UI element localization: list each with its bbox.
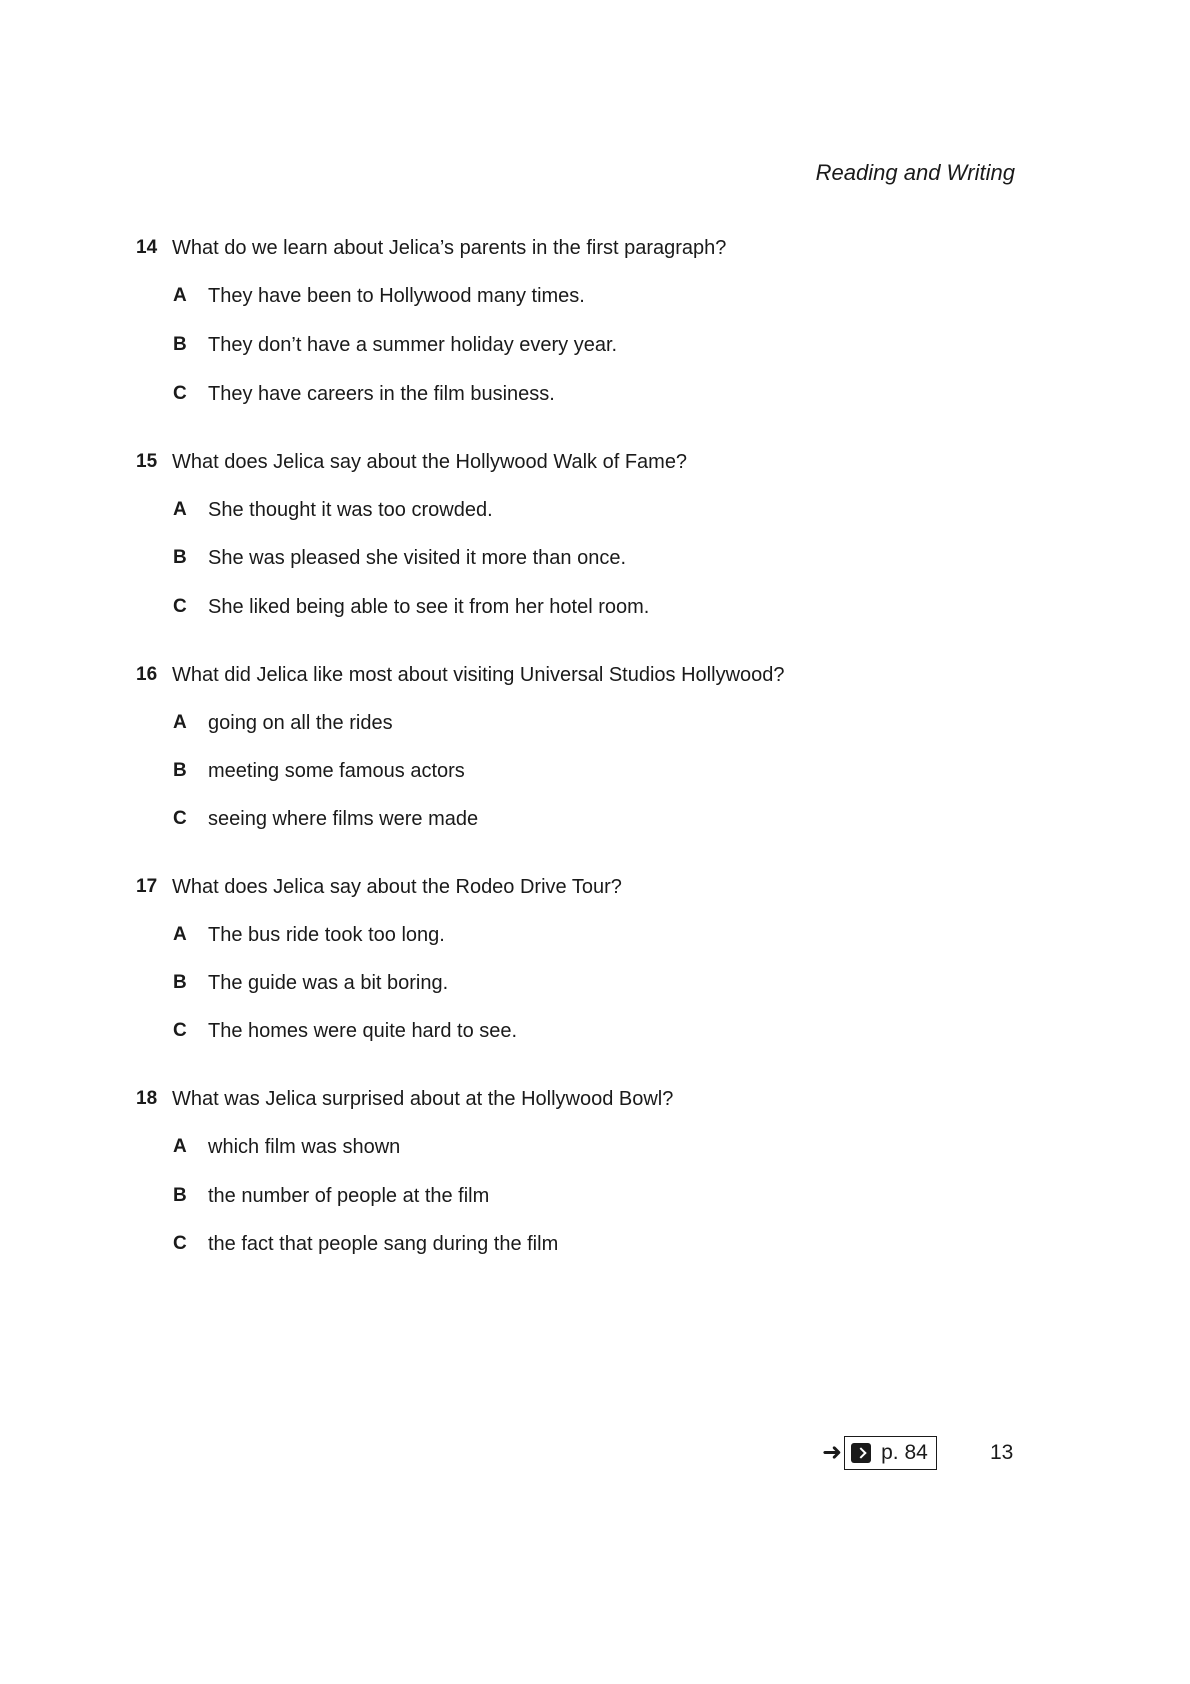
option-text: They have been to Hollywood many times. [208,285,585,307]
question-number: 14 [136,237,158,258]
option-letter: C [173,1020,187,1041]
page-number: 13 [990,1441,1014,1464]
option-text: They have careers in the film business. [208,383,555,405]
book-icon [851,1443,871,1463]
question-number: 15 [136,451,158,472]
option-text: The guide was a bit boring. [208,972,449,994]
section-title: Reading and Writing [815,160,1015,185]
option-text: meeting some famous actors [208,760,465,782]
option-text: the fact that people sang during the film [208,1233,559,1255]
right-arrow-icon: ➜ [822,1439,843,1466]
question-number: 17 [136,876,158,897]
option-text: going on all the rides [208,712,393,734]
option-letter: B [173,1185,187,1206]
option-letter: A [173,712,187,733]
option-letter: B [173,547,187,568]
question-text: What does Jelica say about the Rodeo Drive Tour? [172,876,622,898]
option-text: She thought it was too crowded. [208,499,493,521]
option-text: the number of people at the film [208,1185,490,1207]
option-text: The homes were quite hard to see. [208,1020,518,1042]
option-text: which film was shown [208,1136,401,1158]
question-text: What was Jelica surprised about at the Hollywood Bowl? [172,1088,674,1110]
question-number: 16 [136,664,158,685]
option-letter: C [173,383,187,404]
question-text: What did Jelica like most about visiting Universal Studios Hollywood? [172,664,785,686]
option-letter: A [173,924,187,945]
question-text: What do we learn about Jelica’s parents in the first paragraph? [172,237,727,259]
question-number: 18 [136,1088,158,1109]
option-text: She liked being able to see it from her hotel room. [208,596,650,618]
option-text: The bus ride took too long. [208,924,445,946]
question-text: What does Jelica say about the Hollywood Walk of Fame? [172,451,688,473]
option-text: seeing where films were made [208,808,479,830]
option-letter: B [173,972,187,993]
option-letter: A [173,499,187,520]
option-letter: B [173,760,187,781]
option-letter: C [173,808,187,829]
option-text: She was pleased she visited it more than once. [208,547,627,569]
option-letter: C [173,596,187,617]
option-text: They don’t have a summer holiday every year. [208,334,618,356]
footer-reference [822,1435,937,1471]
option-letter: C [173,1233,187,1254]
option-letter: B [173,334,187,355]
option-letter: A [173,285,187,306]
reference-page: p. 84 [881,1441,928,1464]
option-letter: A [173,1136,187,1157]
reference-box [844,1436,937,1470]
